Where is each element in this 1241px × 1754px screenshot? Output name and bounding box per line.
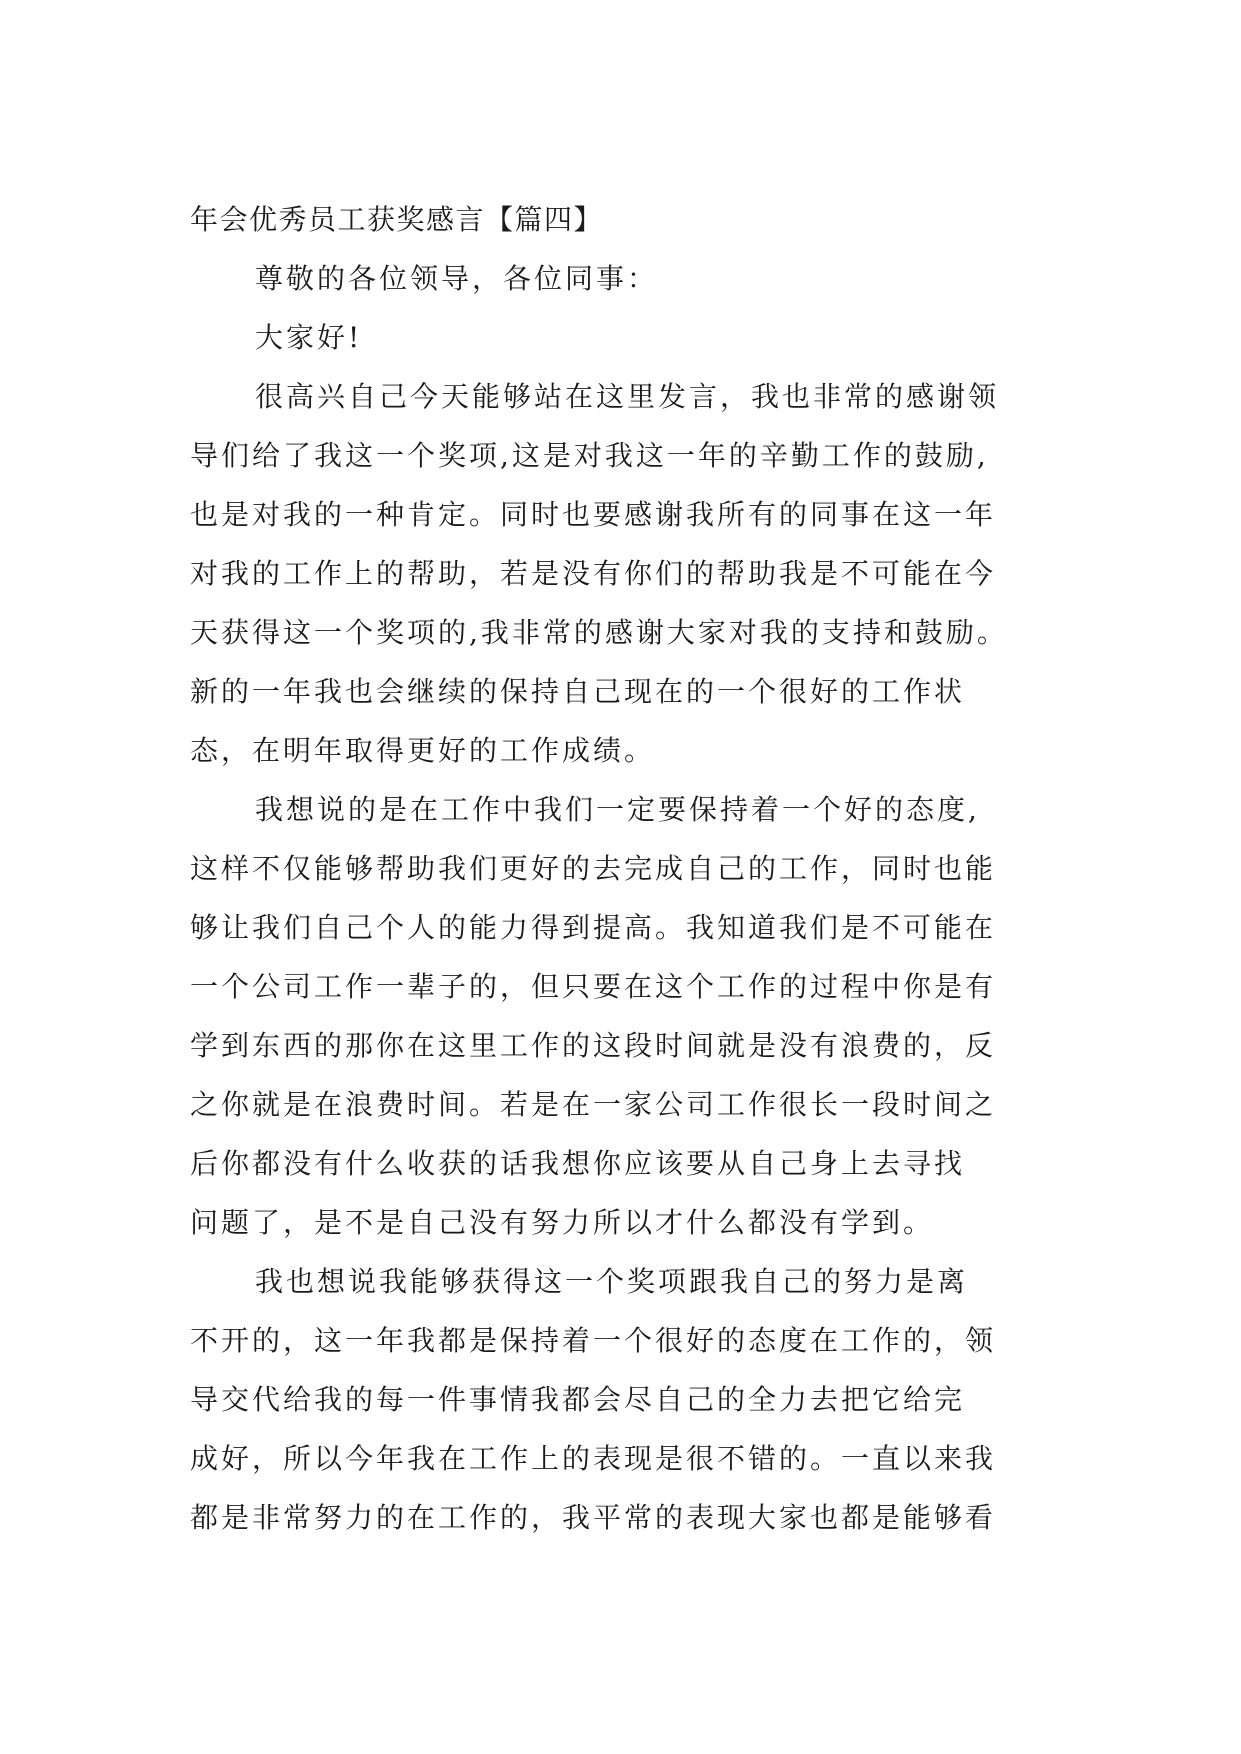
paragraph-1 (190, 367, 1050, 780)
paragraph-line: 导们给了我这一个奖项,这是对我这一年的辛勤工作的鼓励, (190, 439, 989, 472)
paragraph-line: 问题了，是不是自己没有努力所以才什么都没有学到。 (190, 1206, 935, 1239)
paragraph-line: 对我的工作上的帮助，若是没有你们的帮助我是不可能在今 (190, 557, 997, 590)
paragraph-line: 很高兴自己今天能够站在这里发言，我也非常的感谢领 (255, 380, 1000, 413)
hello-line: 大家好! (255, 321, 363, 354)
paragraph-line: 后你都没有什么收获的话我想你应该要从自己身上去寻找 (190, 1147, 966, 1180)
paragraph-line: 天获得这一个奖项的,我非常的感谢大家对我的支持和鼓励。 (190, 616, 1008, 649)
paragraph-line: 不开的，这一年我都是保持着一个很好的态度在工作的，领 (190, 1324, 997, 1357)
paragraph-line: 态，在明年取得更好的工作成绩。 (190, 734, 656, 767)
paragraph-line: 这样不仅能够帮助我们更好的去完成自己的工作，同时也能 (190, 852, 997, 885)
paragraph-3 (190, 1252, 1050, 1547)
greeting-line: 尊敬的各位领导，各位同事： (255, 262, 659, 295)
paragraph-line: 我也想说我能够获得这一个奖项跟我自己的努力是离 (255, 1265, 969, 1298)
paragraph-line: 成好，所以今年我在工作上的表现是很不错的。一直以来我 (190, 1442, 997, 1475)
paragraph-line: 之你就是在浪费时间。若是在一家公司工作很长一段时间之 (190, 1088, 997, 1121)
paragraph-line: 也是对我的一种肯定。同时也要感谢我所有的同事在这一年 (190, 498, 997, 531)
paragraph-line: 导交代给我的每一件事情我都会尽自己的全力去把它给完 (190, 1383, 966, 1416)
paragraph-line: 学到东西的那你在这里工作的这段时间就是没有浪费的，反 (190, 1029, 997, 1062)
paragraph-line: 新的一年我也会继续的保持自己现在的一个很好的工作状 (190, 675, 966, 708)
paragraph-2 (190, 780, 1050, 1252)
paragraph-line: 一个公司工作一辈子的，但只要在这个工作的过程中你是有 (190, 970, 997, 1003)
paragraph-line: 我想说的是在工作中我们一定要保持着一个好的态度, (255, 793, 980, 826)
document-title: 年会优秀员工获奖感言【篇四】 (190, 203, 604, 236)
document-page (190, 190, 1050, 1547)
paragraph-line: 都是非常努力的在工作的，我平常的表现大家也都是能够看 (190, 1501, 997, 1534)
paragraph-line: 够让我们自己个人的能力得到提高。我知道我们是不可能在 (190, 911, 997, 944)
